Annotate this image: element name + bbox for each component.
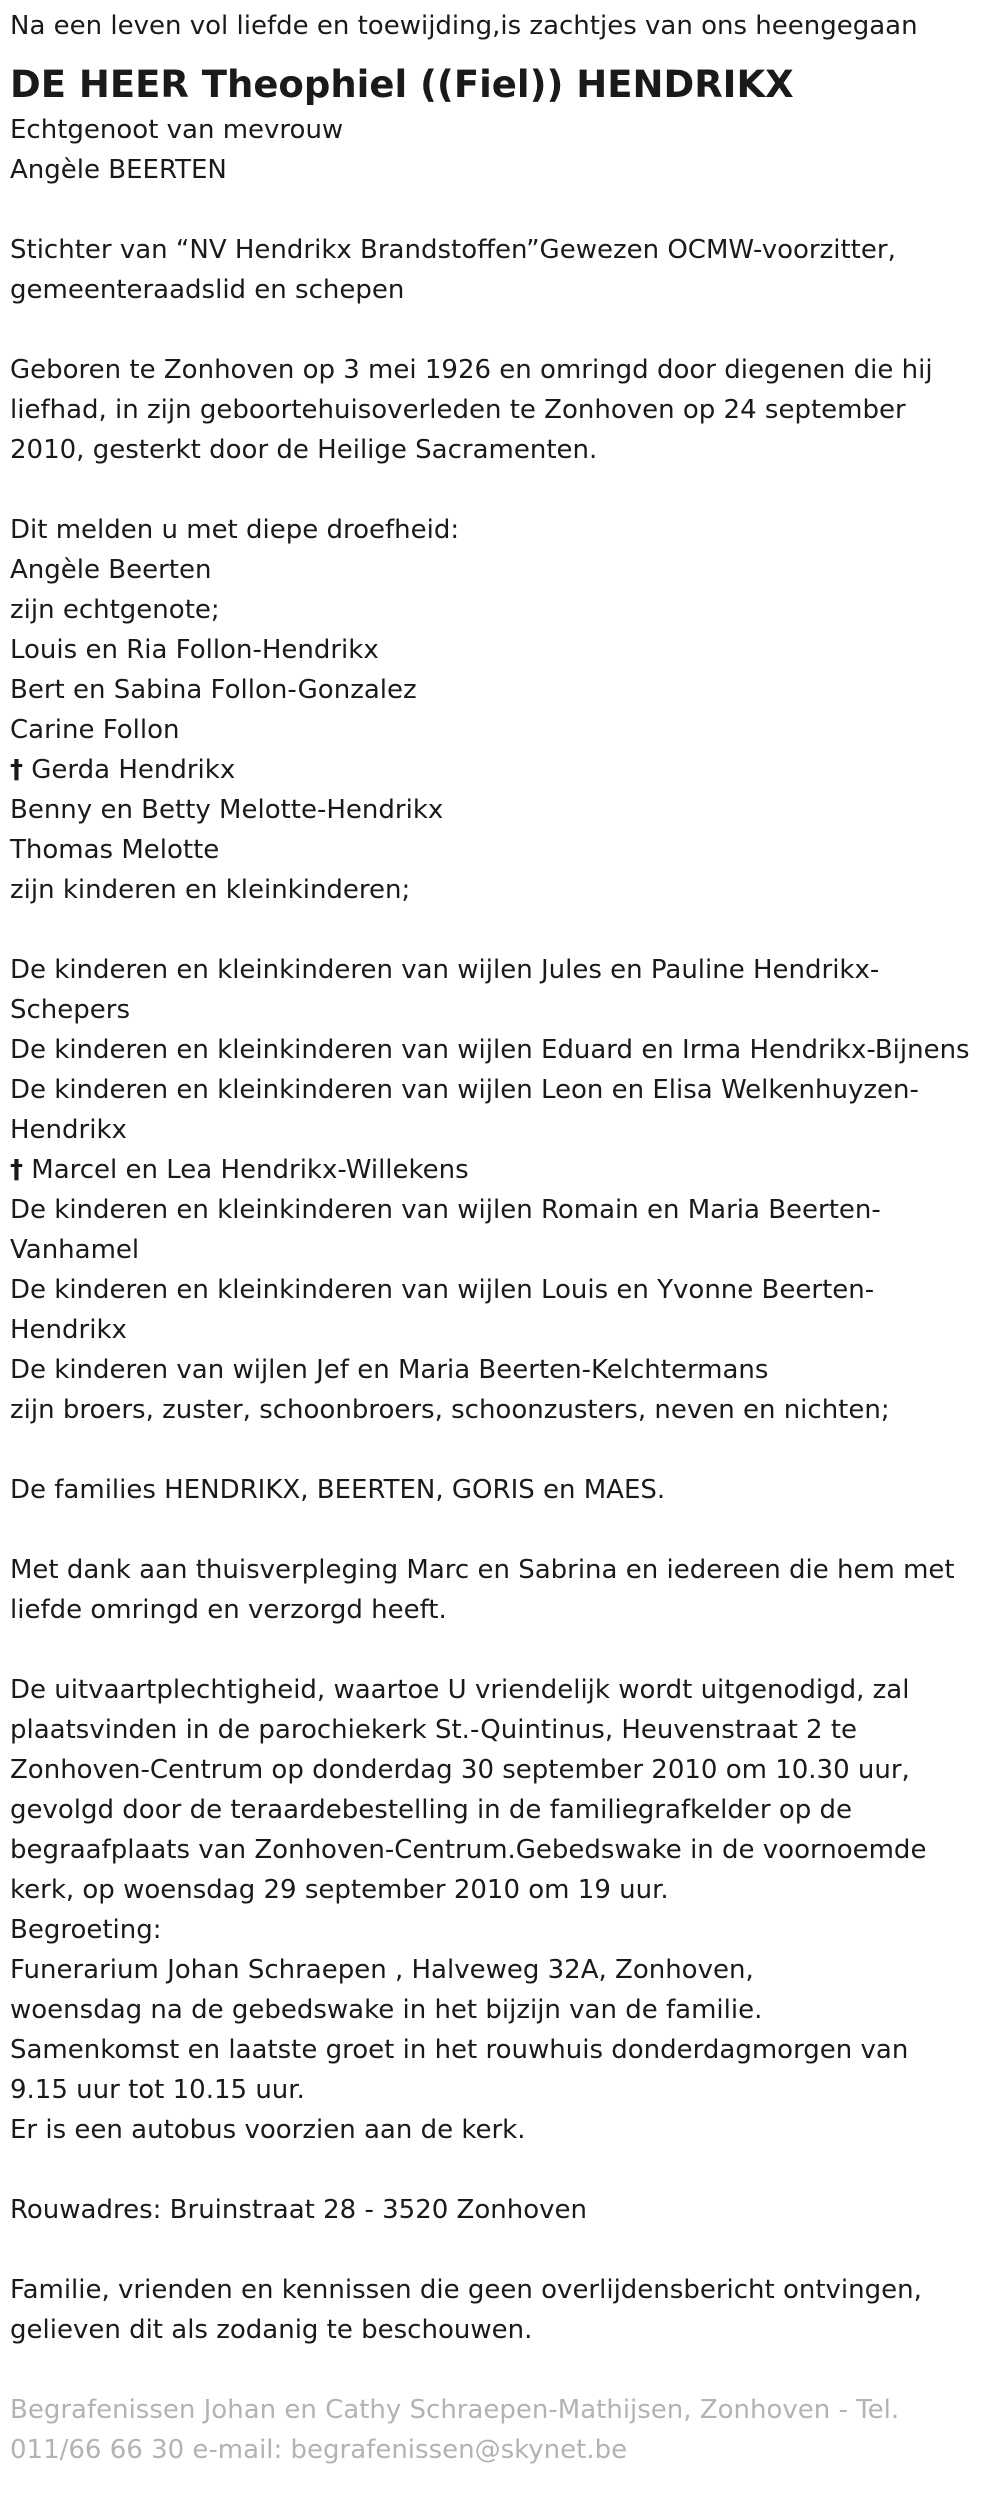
mourner-child: Bert en Sabina Follon-Gonzalez: [10, 675, 417, 705]
mourner-child: Carine Follon: [10, 715, 180, 745]
spacer: [10, 310, 970, 350]
spacer: [10, 470, 970, 510]
spouse-line: Angèle BEERTEN: [10, 155, 227, 185]
birth-death-line: liefhad, in zijn geboortehuisoverleden te Zonhoven op 24 september: [10, 395, 906, 425]
funeral-line: kerk, op woensdag 29 september 2010 om 19 uur.: [10, 1875, 669, 1905]
sibling-line: De kinderen en kleinkinderen van wijlen Romain en Maria Beerten-: [10, 1195, 881, 1225]
funeral-line: Er is een autobus voorzien aan de kerk.: [10, 2115, 526, 2145]
deceased-name: DE HEER Theophiel ((Fiel)) HENDRIKX: [10, 63, 794, 106]
notice-line: Familie, vrienden en kennissen die geen overlijdensbericht ontvingen,: [10, 2275, 922, 2305]
mourners-heading: Dit melden u met diepe droefheid:: [10, 515, 460, 545]
cross-icon: †: [10, 1155, 23, 1185]
thanks-line: liefde omringd en verzorgd heeft.: [10, 1595, 447, 1625]
sibling-line: De kinderen en kleinkinderen van wijlen Louis en Yvonne Beerten-: [10, 1275, 875, 1305]
spacer: [10, 190, 970, 230]
spacer: [10, 1630, 970, 1670]
spacer: [10, 2350, 970, 2390]
sibling-line: Hendrikx: [10, 1315, 127, 1345]
spacer: [10, 2230, 970, 2270]
notice-line: gelieven dit als zodanig te beschouwen.: [10, 2315, 533, 2345]
thanks-line: Met dank aan thuisverpleging Marc en Sabrina en iedereen die hem met: [10, 1555, 955, 1585]
mourning-address: Rouwadres: Bruinstraat 28 - 3520 Zonhoven: [10, 2195, 588, 2225]
sibling-line: Hendrikx: [10, 1115, 127, 1145]
intro-text: Na een leven vol liefde en toewijding,is zachtjes van ons heengegaan: [10, 11, 918, 41]
funeral-line: plaatsvinden in de parochiekerk St.-Quintinus, Heuvenstraat 2 te: [10, 1715, 858, 1745]
birth-death-line: Geboren te Zonhoven op 3 mei 1926 en omringd door diegenen die hij: [10, 355, 933, 385]
funeral-line: De uitvaartplechtigheid, waartoe U vriendelijk wordt uitgenodigd, zal: [10, 1675, 910, 1705]
sibling-line: De kinderen en kleinkinderen van wijlen Eduard en Irma Hendrikx-Bijnens: [10, 1035, 970, 1065]
families-line: De families HENDRIKX, BEERTEN, GORIS en MAES.: [10, 1475, 666, 1505]
funeral-line: begraafplaats van Zonhoven-Centrum.Gebedswake in de voornoemde: [10, 1835, 927, 1865]
sibling-line: Vanhamel: [10, 1235, 140, 1265]
mourner-child: Benny en Betty Melotte-Hendrikx: [10, 795, 444, 825]
spacer: [10, 1430, 970, 1470]
birth-death-line: 2010, gesterkt door de Heilige Sacramenten.: [10, 435, 598, 465]
funeral-line: 9.15 uur tot 10.15 uur.: [10, 2075, 305, 2105]
footer-line: 011/66 66 30 e-mail: begrafenissen@skynet.be: [10, 2435, 628, 2465]
funeral-line: Zonhoven-Centrum op donderdag 30 september 2010 om 10.30 uur,: [10, 1755, 910, 1785]
mourner-spouse-name: Angèle Beerten: [10, 555, 212, 585]
funeral-line: gevolgd door de teraardebestelling in de familiegrafkelder op de: [10, 1795, 853, 1825]
deceased-sibling-name: Marcel en Lea Hendrikx-Willekens: [23, 1155, 469, 1185]
spacer: [10, 1510, 970, 1550]
mourner-child: Thomas Melotte: [10, 835, 220, 865]
mourner-children-role: zijn kinderen en kleinkinderen;: [10, 875, 411, 905]
sibling-line: De kinderen en kleinkinderen van wijlen Jules en Pauline Hendrikx-: [10, 955, 880, 985]
deceased-child-name: Gerda Hendrikx: [23, 755, 236, 785]
funeral-line: Begroeting:: [10, 1915, 162, 1945]
sibling-line: De kinderen en kleinkinderen van wijlen Leon en Elisa Welkenhuyzen-: [10, 1075, 919, 1105]
footer-line: Begrafenissen Johan en Cathy Schraepen-Mathijsen, Zonhoven - Tel.: [10, 2395, 900, 2425]
funeral-line: Funerarium Johan Schraepen , Halveweg 32A, Zonhoven,: [10, 1955, 754, 1985]
spacer: [10, 2150, 970, 2190]
spouse-line: Echtgenoot van mevrouw: [10, 115, 344, 145]
spacer: [10, 910, 970, 950]
funeral-line: woensdag na de gebedswake in het bijzijn van de familie.: [10, 1995, 763, 2025]
sibling-line: Schepers: [10, 995, 131, 1025]
sibling-deceased-line: [10, 1150, 970, 1190]
cross-icon: †: [10, 755, 23, 785]
sibling-role: zijn broers, zuster, schoonbroers, schoonzusters, neven en nichten;: [10, 1395, 890, 1425]
career-line: Stichter van “NV Hendrikx Brandstoffen”Gewezen OCMW-voorzitter,: [10, 235, 896, 265]
mourner-child: Louis en Ria Follon-Hendrikx: [10, 635, 379, 665]
mourner-deceased-child: [10, 750, 970, 790]
sibling-line: De kinderen van wijlen Jef en Maria Beerten-Kelchtermans: [10, 1355, 769, 1385]
funeral-line: Samenkomst en laatste groet in het rouwhuis donderdagmorgen van: [10, 2035, 909, 2065]
career-line: gemeenteraadslid en schepen: [10, 275, 405, 305]
mourner-spouse-role: zijn echtgenote;: [10, 595, 220, 625]
